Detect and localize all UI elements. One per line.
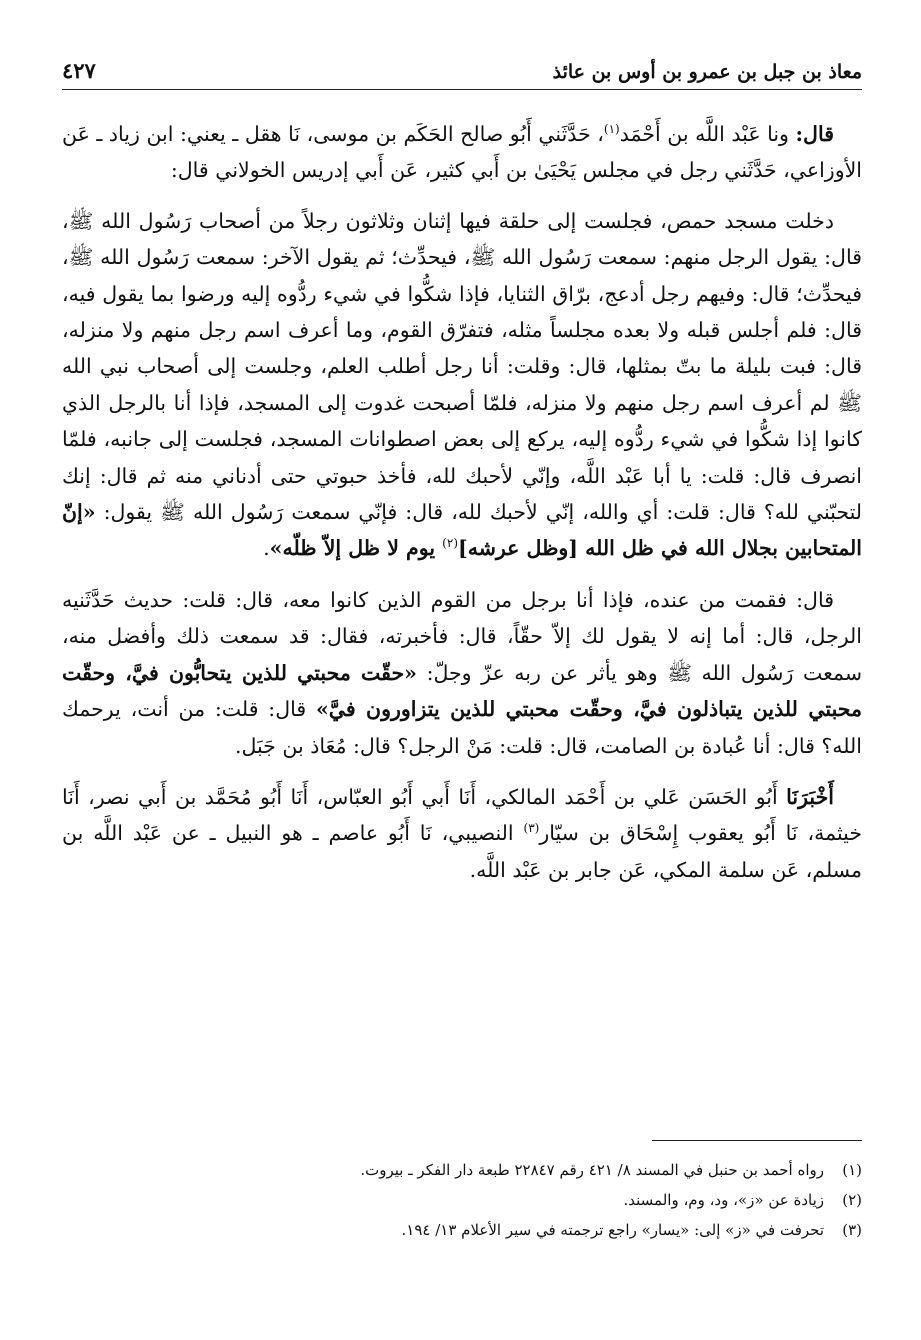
main-text xyxy=(62,116,862,888)
footnote-number: (٣) xyxy=(842,1221,862,1239)
paragraph-text: دخلت مسجد حمص، فجلست إلى حلقة فيها إثنان وثلاثون رجلاً من أصحاب رَسُول الله ﷺ، قال: يقول الرجل منهم: سمعت رَسُول الله ﷺ، فيحدِّث؛ ثم يقول الآخر: سمعت رَسُول الله ﷺ، فيحدِّث؛ قال: وفيهم رجل أدعج، برّاق الثنايا، فإذا شكُّوا في شيء ردُّوه إليه ورضوا بما يقول فيه، قال: فلم أجلس قبله ولا بعده مجلساً مثله، فتفرّق القوم، وما أعرف اسم رجل منهم ولا منزله، قال: فبت بليلة ما بتّ بمثلها، قال: وقلت: أنا رجل أطلب العلم، وجلست إلى أصحاب نبي الله ﷺ لم أعرف اسم رجل منهم ولا منزله، فلمّا أصبحت غدوت إلى المسجد، فإذا أنا بالرجل الذي كانوا إذا شكُّوا في شيء ردُّوه إليه، يركع إلى بعض اصطوانات المسجد، فجلست إلى جانبه، فلمّا انصرف قال: قلت: يا أبا عَبْد اللَّه، وإنّي لأحبك لله، فأخذ حبوتي حتى أدناني منه ثم قال: إنك لتحبّني لله؟ قال: قلت: أي والله، إنّي لأحبك لله، قال: فإنّي سمعت رَسُول الله ﷺ يقول: xyxy=(62,208,862,525)
footnote-item xyxy=(62,1216,862,1245)
footnote-marker[interactable]: (٢) xyxy=(442,536,458,551)
footnote-marker[interactable]: (١) xyxy=(603,122,620,137)
book-page xyxy=(62,58,862,1239)
footnote-text: زيادة عن «ز»، ود، وم، والمسند. xyxy=(623,1191,824,1209)
hadith-quote: يوم لا ظل إلاّ ظلّه» xyxy=(269,536,443,561)
footnote-item xyxy=(62,1186,862,1215)
footnote-text: تحرفت في «ز» إلى: «يسار» راجع ترجمته في سير الأعلام ١٣/ ١٩٤. xyxy=(401,1221,824,1239)
hadith-quote: «حقّت محبتي للذين يتحابُّون فيَّ، وحقّت محبتي للذين يتباذلون فيَّ، وحقّت محبتي للذين يتزاورون فيَّ» xyxy=(62,660,862,722)
paragraph-lead: أَخْبَرَنَا xyxy=(786,784,834,809)
page-number: ٤٢٧ xyxy=(62,58,96,83)
running-title: معاذ بن جبل بن عمرو بن أوس بن عائذ xyxy=(552,61,862,83)
footnote-divider xyxy=(652,1140,862,1141)
paragraph-text: النصيبي، نَا أَبُو عاصم ـ هو النبيل ـ عن عَبْد اللَّه بن مسلم، عَن سلمة المكي، عَن جابر بن عَبْد اللَّه. xyxy=(62,821,862,882)
footnote-number: (٢) xyxy=(842,1191,862,1209)
page-header xyxy=(62,58,862,90)
paragraph-text: . xyxy=(263,536,270,561)
paragraph-2 xyxy=(62,203,862,567)
footnote-number: (١) xyxy=(842,1161,862,1179)
hadith-quote: «إنّ المتحابين بجلال الله في ظل الله [وظل عرشه] xyxy=(62,500,862,561)
paragraph-text: قال: فقمت من عنده، فإذا أنا برجل من القوم الذين كانوا معه، قال: قلت: حديث حَدَّثَنيه الرجل، قال: أما إنه لا يقول لك إلاّ حقّاً، قال: فأخبرته، فقال: قد سمعت ذلك وأفضل منه، سمعت رَسُول الله ﷺ وهو يأثر عن ربه عزّ وجلّ: xyxy=(62,587,862,685)
footnotes xyxy=(62,1156,862,1246)
paragraph-text: ونا عَبْد اللَّه بن أَحْمَد xyxy=(619,122,796,146)
paragraph-1 xyxy=(62,116,862,189)
paragraph-lead: قال: xyxy=(795,122,834,146)
paragraph-text: أَبُو الحَسَن عَلي بن أَحْمَد المالكي، أَنَا أَبي أَبُو العبّاس، أَنَا أَبُو مُحَمَّد بن أَبي نصر، أَنَا خيثمة، نَا أَبُو يعقوب إِسْحَاق بن سيّار xyxy=(62,784,862,846)
paragraph-3 xyxy=(62,582,862,764)
footnote-marker[interactable]: (٣) xyxy=(523,821,540,836)
paragraph-4 xyxy=(62,779,862,888)
footnote-text: رواه أحمد بن حنبل في المسند ٨/ ٤٢١ رقم ٢٢٨٤٧ طبعة دار الفكر ـ بيروت. xyxy=(360,1161,824,1179)
paragraph-text: ، حَدَّثَني أَبُو صالح الحَكَم بن موسى، نَا هقل ـ يعني: ابن زياد ـ عَن الأوزاعي، حَدَّثَني رجل في مجلس يَحْيَىٰ بن أَبي كثير، عَن أَبي إدريس الخولاني قال: xyxy=(62,122,862,183)
paragraph-text: قال: قلت: من أنت، يرحمك الله؟ قال: أنا عُبادة بن الصامت، قال: قلت: مَنْ الرجل؟ قال: مُعَاذ بن جَبَل. xyxy=(62,697,862,758)
footnote-item xyxy=(62,1156,862,1185)
